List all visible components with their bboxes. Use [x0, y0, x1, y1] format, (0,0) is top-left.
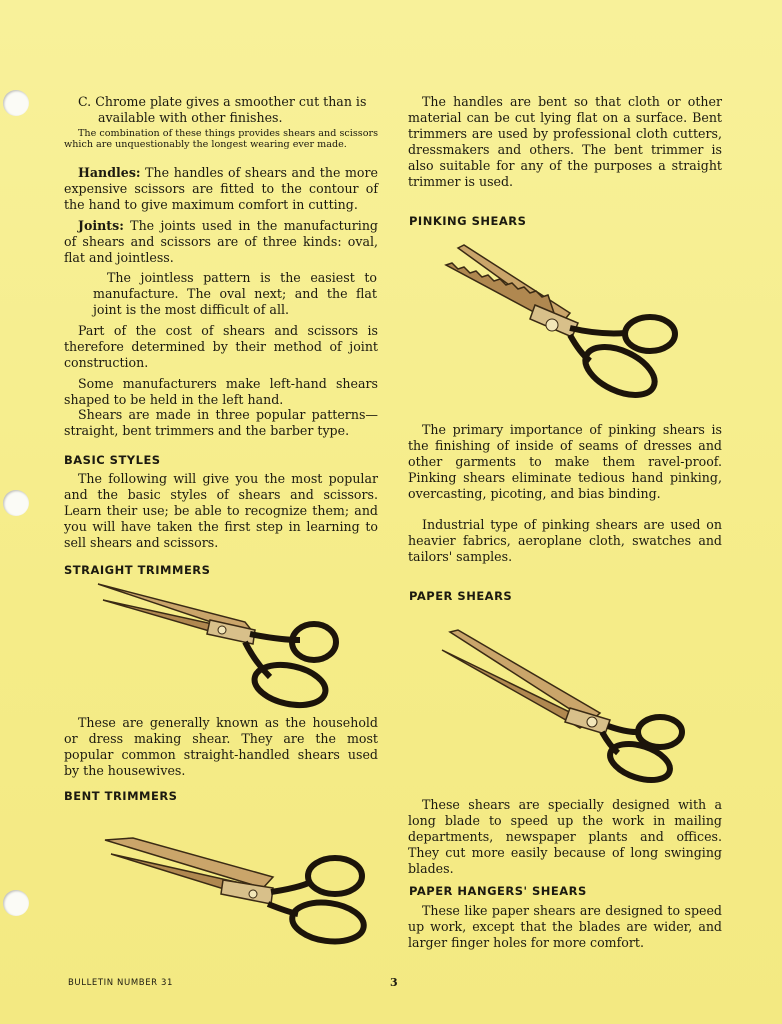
handles-label: Handles:: [78, 165, 141, 180]
handles-text: The handles of shears and the more expensive scissors are fitted to the contour of the hand to give maximum comfort in cutting.: [64, 165, 378, 212]
item-c: [64, 94, 378, 126]
cost-paragraph: Part of the cost of shears and scissors is therefore determined by their method of joint construction.: [64, 323, 378, 370]
patterns-paragraph: Shears are made in three popular patterns—straight, bent trimmers and the barber type.: [64, 407, 378, 438]
pinking-shears-text-1: The primary importance of pinking shears is the finishing of inside of seams of dresses and other garments to make them ravel-proof. Pinking shears eliminate tedious hand pinking, overcasting, picoting, and bias binding.: [408, 422, 722, 501]
basic-styles-heading: BASIC STYLES: [64, 453, 161, 467]
straight-trimmers-illustration: [95, 582, 345, 712]
bent-trimmers-text: The handles are bent so that cloth or other material can be cut lying flat on a surface. Bent trimmers are used by professional cloth cutters, dressmakers and others. The bent trimmer is also suitable for any of the purposes a straight trimmer is used.: [408, 94, 722, 189]
pinking-shears-heading: PINKING SHEARS: [409, 214, 527, 228]
paper-shears-heading: PAPER SHEARS: [409, 589, 513, 603]
paper-hangers-shears-heading: PAPER HANGERS' SHEARS: [409, 884, 587, 898]
binder-hole: [3, 890, 29, 916]
item-c-line2: available with other finishes.: [98, 110, 283, 125]
handles-paragraph: [64, 165, 378, 213]
jointless-paragraph: The jointless pattern is the easiest to manufacture. The oval next; and the flat joint is the most difficult of all.: [93, 270, 377, 317]
straight-trimmers-text: These are generally known as the household or dress making shear. They are the most popular common straight-handled shears used by the housewives.: [64, 715, 378, 778]
pinking-shears-text-2: Industrial type of pinking shears are used on heavier fabrics, aeroplane cloth, swatches and tailors' samples.: [408, 517, 722, 564]
joints-paragraph: [64, 218, 378, 266]
straight-trimmers-heading: STRAIGHT TRIMMERS: [64, 563, 211, 577]
paper-shears-text: These shears are specially designed with a long blade to speed up the work in mailing departments, newspaper plants and offices. They cut more easily because of long swinging blades.: [408, 797, 722, 876]
combination-note: The combination of these things provides shears and scissors which are unquestionably the longest wearing ever made.: [64, 128, 378, 150]
pinking-shears-illustration: [440, 243, 685, 403]
page-number: 3: [390, 976, 399, 989]
lefthand-paragraph: Some manufacturers make left-hand shears shaped to be held in the left hand.: [64, 376, 378, 407]
joints-text: The joints used in the manufacturing of shears and scissors are of three kinds: oval, flat and jointless.: [64, 218, 378, 265]
item-c-line1: C. Chrome plate gives a smoother cut than is: [78, 94, 367, 109]
paper-shears-illustration: [440, 628, 690, 788]
bent-trimmers-heading: BENT TRIMMERS: [64, 789, 178, 803]
bent-trimmers-illustration: [103, 832, 373, 952]
bulletin-number: BULLETIN NUMBER 31: [68, 978, 173, 988]
basic-styles-text: The following will give you the most popular and the basic styles of shears and scissors. Learn their use; be able to recognize them; and you will have taken the first step in learning to sell shears and scissors.: [64, 471, 378, 550]
paper-hangers-shears-text: These like paper shears are designed to speed up work, except that the blades are wider, and larger finger holes for more comfort.: [408, 903, 722, 950]
binder-hole: [3, 490, 29, 516]
joints-label: Joints:: [78, 218, 124, 233]
binder-hole: [3, 90, 29, 116]
